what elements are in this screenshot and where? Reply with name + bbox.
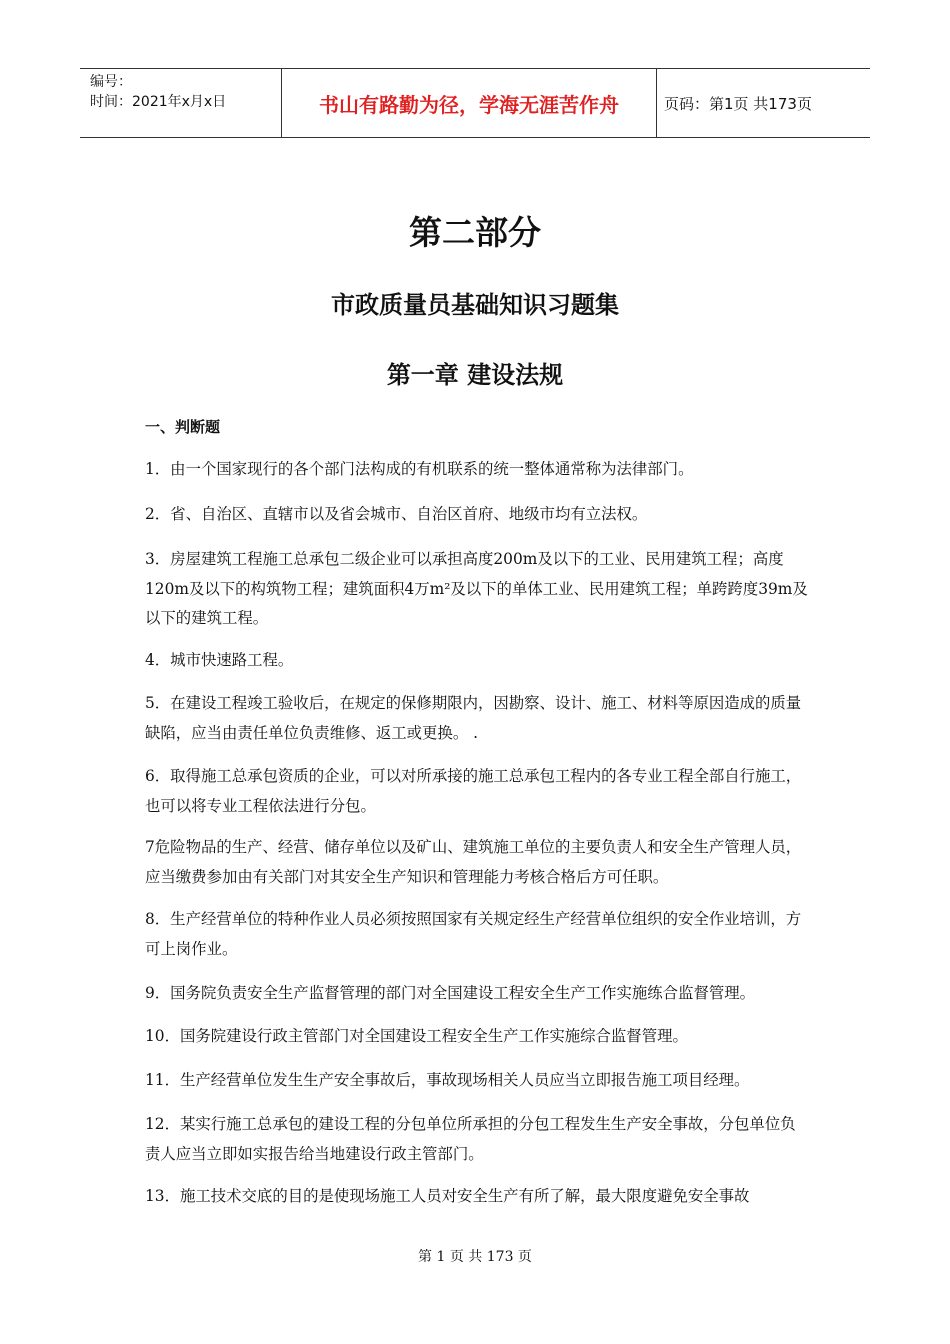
chapter-title: 第一章 建设法规 [386, 361, 564, 389]
question-8: 8．生产经营单位的特种作业人员必须按照国家有关规定经生产经营单位组织的安全作业培训，方可上岗作业。 [145, 910, 802, 958]
subtitle: 市政质量员基础知识习题集 [331, 291, 619, 319]
question-13: 13．施工技术交底的目的是使现场施工人员对安全生产有所了解，最大限度避免安全事故 [145, 1187, 750, 1205]
page-info: 页码：第1页 共173页 [664, 94, 812, 113]
section-heading: 一、判断题 [145, 418, 221, 436]
header-meta-cell [80, 69, 280, 137]
motto: 书山有路勤为径，学海无涯苦作舟 [281, 69, 657, 137]
question-3: 3．房屋建筑工程施工总承包二级企业可以承担高度200m及以下的工业、民用建筑工程；高度120m及以下的构筑物工程；建筑面积4万m²及以下的单体工业、民用建筑工程；单跨跨度39m及以下的建筑工程。 [145, 550, 808, 627]
time-label: 时间：2021年x月x日 [90, 94, 227, 110]
page-header [80, 68, 870, 138]
question-12: 12．某实行施工总承包的建设工程的分包单位所承担的分包工程发生生产安全事故，分包单位负责人应当立即如实报告给当地建设行政主管部门。 [145, 1115, 796, 1163]
question-2: 2．省、自治区、直辖市以及省会城市、自治区首府、地级市均有立法权。 [145, 505, 648, 523]
question-10: 10．国务院建设行政主管部门对全国建设工程安全生产工作实施综合监督管理。 [145, 1027, 688, 1045]
number-label: 编号： [90, 74, 132, 90]
part-title: 第二部分 [409, 213, 541, 252]
question-1: 1．由一个国家现行的各个部门法构成的有机联系的统一整体通常称为法律部门。 [145, 460, 694, 478]
question-9: 9．国务院负责安全生产监督管理的部门对全国建设工程安全生产工作实施练合监督管理。 [145, 984, 756, 1002]
page-footer: 第 1 页 共 173 页 [418, 1249, 532, 1265]
question-4: 4．城市快速路工程。 [145, 651, 294, 669]
question-5: 5．在建设工程竣工验收后，在规定的保修期限内，因勘察、设计、施工、材料等原因造成的质量缺陷，应当由责任单位负责维修、返工或更换。 . [145, 694, 802, 742]
question-7: 7危险物品的生产、经营、储存单位以及矿山、建筑施工单位的主要负责人和安全生产管理人员，应当缴费参加由有关部门对其安全生产知识和管理能力考核合格后方可任职。 [145, 838, 802, 886]
question-6: 6．取得施工总承包资质的企业，可以对所承接的施工总承包工程内的各专业工程全部自行施工，也可以将专业工程依法进行分包。 [145, 767, 802, 815]
question-11: 11．生产经营单位发生生产安全事故后，事故现场相关人员应当立即报告施工项目经理。 [145, 1071, 750, 1089]
